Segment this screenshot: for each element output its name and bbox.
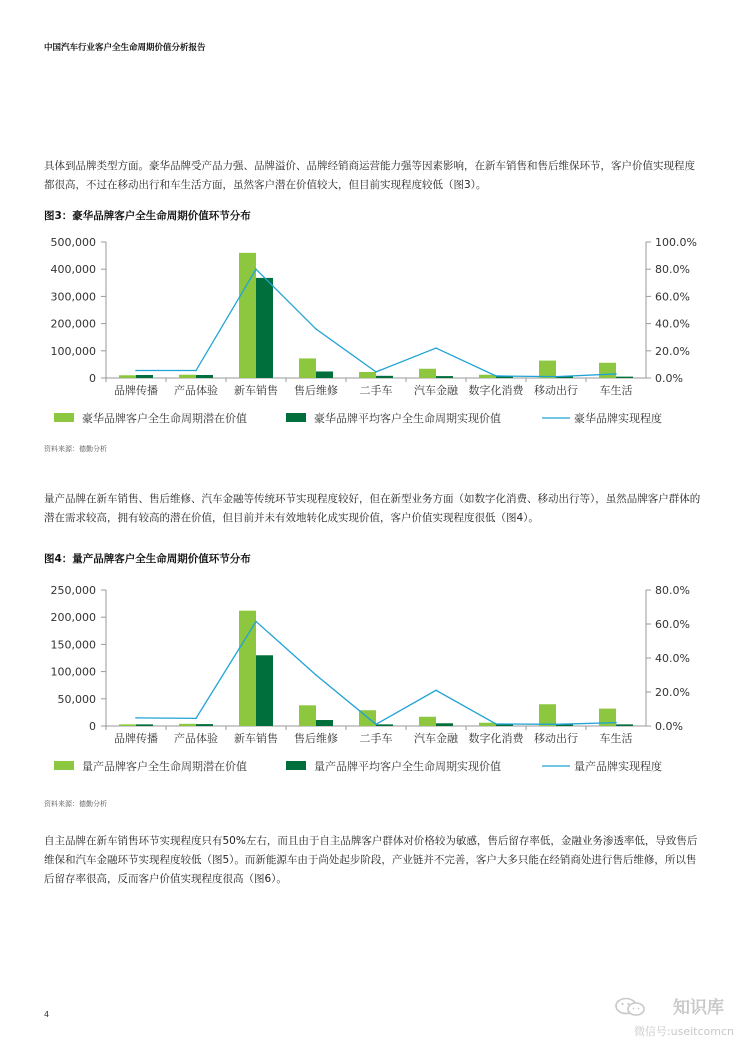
rate-point xyxy=(555,376,557,378)
paragraph-volume: 量产品牌在新车销售、售后维修、汽车金融等传统环节实现程度较好，但在新型业务方面（如数字化消费、移动出行等），虽然品牌客户群体的潜在需求较高，拥有较高的潜在价值，但目前并未有效地转化成实现价值，客户价值实现程度很低（图4）。 xyxy=(44,493,701,524)
x-tick-label: 汽车金融 xyxy=(414,732,458,745)
bar xyxy=(616,377,633,378)
bar xyxy=(239,253,256,378)
y-tick-label-left: 400,000 xyxy=(50,263,96,277)
x-tick-label: 新车销售 xyxy=(234,384,278,397)
y-tick-label-left: 50,000 xyxy=(57,692,96,706)
y-tick-label-right: 100.0% xyxy=(655,236,697,249)
watermark xyxy=(614,993,734,1049)
bar xyxy=(616,724,633,726)
bar xyxy=(376,724,393,726)
bar xyxy=(299,358,316,378)
x-tick-label: 移动出行 xyxy=(534,384,578,397)
y-tick-label-right: 40.0% xyxy=(655,652,690,665)
x-tick-label: 汽车金融 xyxy=(414,384,458,397)
x-tick-label: 品牌传播 xyxy=(114,732,158,745)
page-number: 4 xyxy=(44,1010,50,1019)
legend-label: 豪华品牌客户全生命周期潜在价值 xyxy=(82,412,247,425)
bar xyxy=(359,372,376,378)
x-tick-label: 数字化消费 xyxy=(468,732,524,745)
paragraph-domestic: 自主品牌在新车销售环节实现程度只有50%左右，而且由于自主品牌客户群体对价格较为敏感，售后留存率低，金融业务渗透率低，导致售后维保和汽车金融环节实现程度较低（图5）。而新能源车由于尚处起步阶段，产业链并不完善，客户大多只能在经销商处进行售后维修，所以售后留存率很高，反而客户价值实现程度很高（图6）。 xyxy=(44,835,698,885)
rate-point xyxy=(615,373,617,375)
x-tick-label: 车生活 xyxy=(599,384,633,397)
legend-label: 豪华品牌平均客户全生命周期实现价值 xyxy=(314,412,501,425)
bar xyxy=(179,375,196,378)
x-tick-label: 售后维修 xyxy=(294,384,338,397)
x-tick-label: 产品体验 xyxy=(174,384,218,397)
y-tick-label-right: 80.0% xyxy=(655,584,690,597)
y-tick-label-left: 500,000 xyxy=(50,236,96,249)
bar xyxy=(436,376,453,378)
rate-point xyxy=(315,328,317,330)
legend-swatch xyxy=(286,413,306,422)
bar xyxy=(419,717,436,726)
bar xyxy=(539,361,556,378)
rate-point xyxy=(495,723,497,725)
bar xyxy=(179,724,196,726)
y-tick-label-right: 20.0% xyxy=(655,686,690,699)
y-tick-label-left: 0 xyxy=(89,720,96,733)
rate-point xyxy=(435,347,437,349)
y-tick-label-right: 20.0% xyxy=(655,344,690,358)
legend-label: 豪华品牌实现程度 xyxy=(574,412,662,425)
bar xyxy=(239,611,256,726)
figure-4-source: 资料来源：德勤分析 xyxy=(44,800,107,808)
bar xyxy=(136,724,153,726)
y-tick-label-left: 100,000 xyxy=(50,665,96,679)
bar xyxy=(316,371,333,378)
x-tick-label: 车生活 xyxy=(599,732,633,745)
y-tick-label-right: 60.0% xyxy=(655,618,690,631)
y-tick-label-right: 0.0% xyxy=(655,720,683,733)
bar xyxy=(256,655,273,726)
bar xyxy=(196,724,213,726)
watermark-name: 知识库 xyxy=(673,998,724,1018)
figure-4-title: 图4：量产品牌客户全生命周期价值环节分布 xyxy=(44,553,251,565)
legend-swatch xyxy=(54,761,74,770)
y-tick-label-right: 60.0% xyxy=(655,290,690,304)
rate-point xyxy=(135,370,137,372)
x-tick-label: 移动出行 xyxy=(534,732,578,745)
x-tick-label: 二手车 xyxy=(359,384,393,397)
rate-point xyxy=(375,371,377,373)
rate-point xyxy=(255,621,257,623)
figure-4-chart xyxy=(40,580,700,780)
rate-line xyxy=(136,269,616,376)
bar xyxy=(539,704,556,726)
bar xyxy=(136,375,153,378)
bar xyxy=(436,723,453,726)
legend-swatch xyxy=(54,413,74,422)
rate-point xyxy=(315,674,317,676)
y-tick-label-left: 200,000 xyxy=(50,611,96,625)
legend-label: 量产品牌平均客户全生命周期实现价值 xyxy=(314,760,501,773)
paragraph-luxury: 具体到品牌类型方面。豪华品牌受产品力强、品牌溢价、品牌经销商运营能力强等因素影响，在新车销售和售后维保环节，客户价值实现程度都很高，不过在移动出行和车生活方面，虽然客户潜在价值较大，但目前实现程度较低（图3）。 xyxy=(44,160,695,191)
y-tick-label-left: 250,000 xyxy=(50,584,96,597)
rate-point xyxy=(195,718,197,720)
report-header: 中国汽车行业客户全生命周期价值分析报告 xyxy=(44,43,206,53)
bar xyxy=(299,705,316,726)
y-tick-label-left: 200,000 xyxy=(50,317,96,331)
watermark-sub: 微信号:useitcomcn xyxy=(633,1025,734,1038)
bar xyxy=(119,724,136,726)
wechat-icon xyxy=(614,997,648,1017)
rate-point xyxy=(255,268,257,270)
rate-point xyxy=(375,724,377,726)
bar xyxy=(316,720,333,726)
y-tick-label-right: 0.0% xyxy=(655,372,683,385)
y-tick-label-right: 80.0% xyxy=(655,263,690,277)
rate-point xyxy=(495,375,497,377)
x-tick-label: 售后维修 xyxy=(294,732,338,745)
bar xyxy=(119,375,136,378)
rate-point xyxy=(555,724,557,726)
bar xyxy=(256,278,273,378)
rate-point xyxy=(135,717,137,719)
x-tick-label: 新车销售 xyxy=(234,732,278,745)
y-tick-label-left: 150,000 xyxy=(50,638,96,652)
y-tick-label-right: 40.0% xyxy=(655,317,690,331)
legend-label: 量产品牌实现程度 xyxy=(574,760,662,773)
figure-3-source: 资料来源：德勤分析 xyxy=(44,445,107,453)
rate-point xyxy=(615,722,617,724)
bar xyxy=(599,363,616,378)
rate-point xyxy=(435,690,437,692)
rate-point xyxy=(195,370,197,372)
x-tick-label: 数字化消费 xyxy=(468,384,524,397)
figure-3-chart xyxy=(40,232,700,432)
x-tick-label: 品牌传播 xyxy=(114,384,158,397)
x-tick-label: 二手车 xyxy=(359,732,393,745)
figure-3-title: 图3：豪华品牌客户全生命周期价值环节分布 xyxy=(44,210,251,222)
y-tick-label-left: 100,000 xyxy=(50,344,96,358)
bar xyxy=(196,375,213,378)
bar xyxy=(376,376,393,378)
y-tick-label-left: 300,000 xyxy=(50,290,96,304)
bar xyxy=(419,369,436,378)
x-tick-label: 产品体验 xyxy=(174,732,218,745)
legend-label: 量产品牌客户全生命周期潜在价值 xyxy=(82,760,247,773)
y-tick-label-left: 0 xyxy=(89,372,96,385)
legend-swatch xyxy=(286,761,306,770)
